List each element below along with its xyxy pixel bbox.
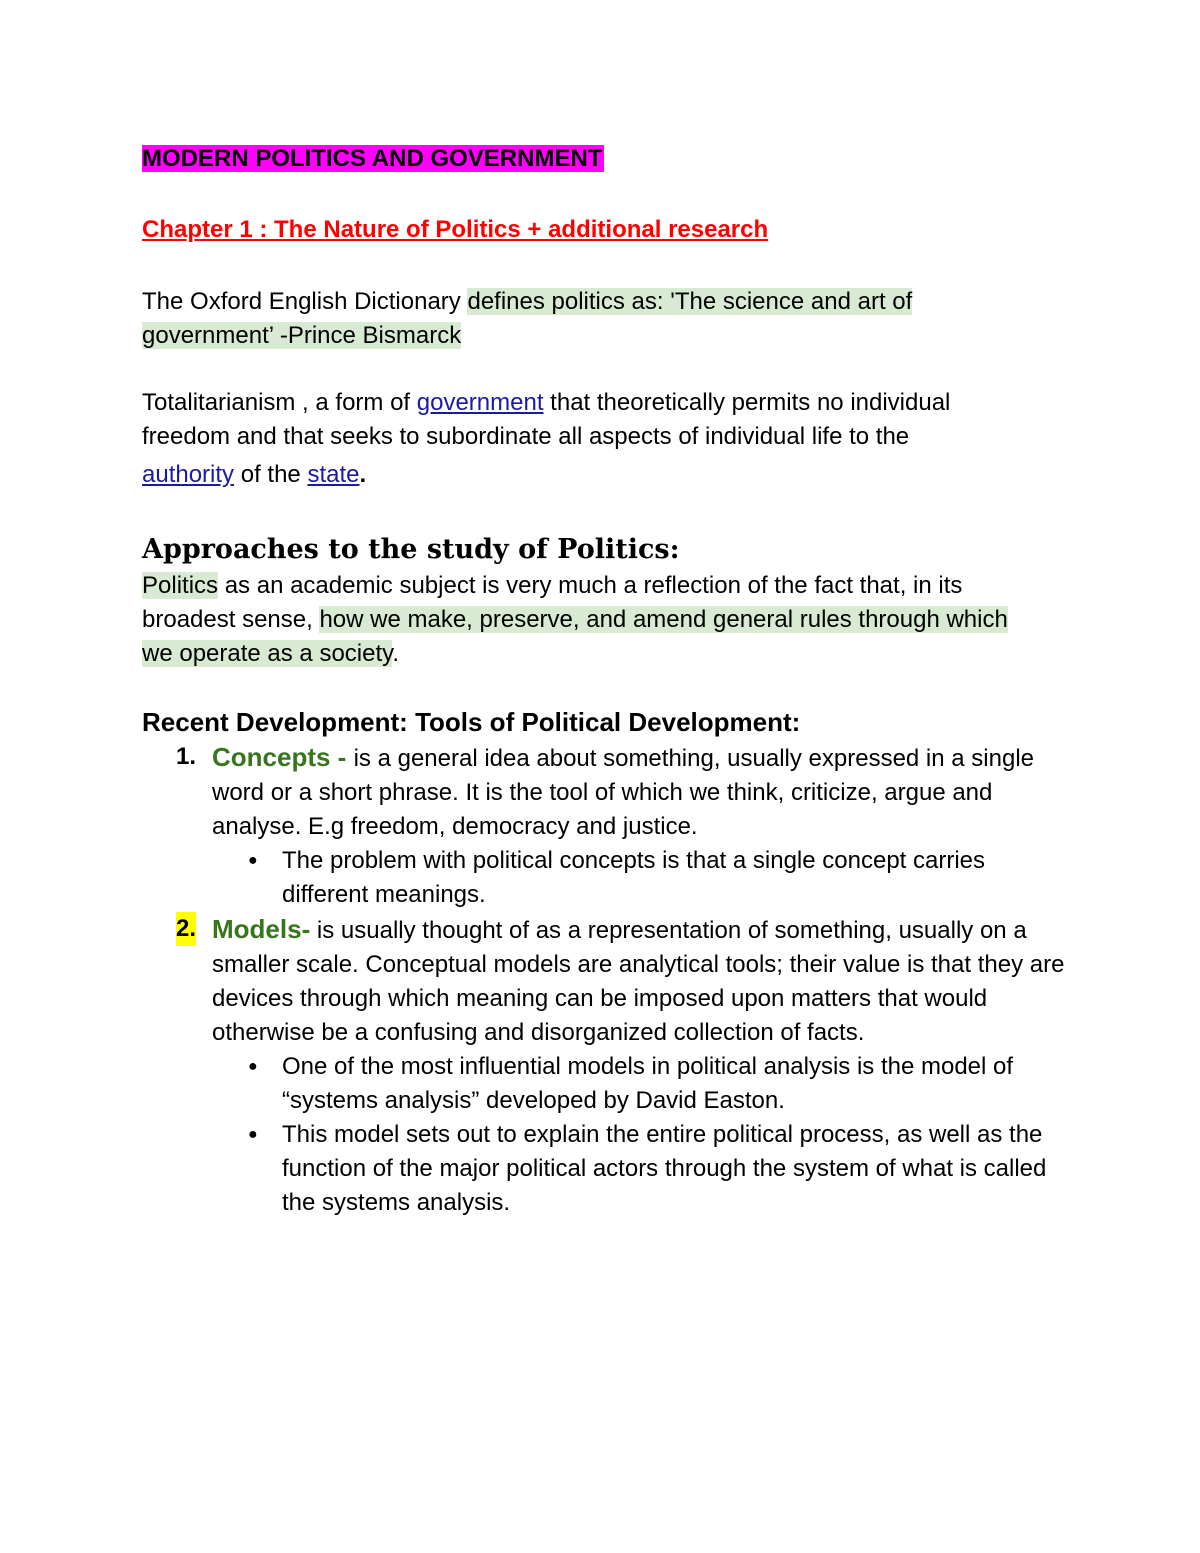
list-item (142, 1050, 1072, 1118)
tools-list (142, 740, 1072, 1220)
document-title-text: MODERN POLITICS AND GOVERNMENT (142, 145, 603, 172)
approaches-text-1: as an academic subject is very much a reflection of the fact that, in its broadest sense, (142, 572, 963, 633)
approaches-paragraph (142, 569, 1022, 671)
models-text: is usually thought of as a representation of something, usually on a smaller scale. Conceptual models are analytical tools; their value is that they are devices through which meaning can be imposed upon matters that would otherwise be a confusing and disorganized collection of facts. (212, 917, 1065, 1046)
state-link[interactable]: state (307, 461, 360, 488)
oxford-definition-plain: The Oxford English Dictionary (142, 288, 468, 315)
oxford-definition-highlight-2: government’ -Prince Bismarck (142, 322, 462, 349)
list-item (142, 912, 1072, 1050)
concepts-term: Concepts - (212, 742, 354, 772)
rules-highlight: how we make, preserve, and amend general rules through which we operate as a society (142, 606, 1008, 667)
totalitarianism-text-3: of the (234, 461, 308, 488)
list-number: 2. (176, 912, 196, 946)
approaches-heading: Approaches to the study of Politics: (142, 534, 680, 565)
approaches-text-2: . (392, 640, 400, 667)
bullet-icon: ● (248, 852, 258, 869)
concepts-text: is a general idea about something, usually expressed in a single word or a short phrase. It is the tool of which we think, criticize, argue and analyse. E.g freedom, democracy and justice. (212, 745, 1035, 840)
document-title (142, 143, 1140, 175)
concepts-bullet-text: The problem with political concepts is that a single concept carries different meanings. (282, 847, 986, 908)
oxford-definition-paragraph (142, 285, 1002, 353)
list-item (142, 740, 1072, 844)
models-bullet-text-2: This model sets out to explain the entire political process, as well as the function of the major political actors through the system of what is called the systems analysis. (282, 1121, 1047, 1216)
list-item (142, 844, 1072, 912)
totalitarianism-text-4: . (359, 461, 367, 488)
list-number: 1. (176, 743, 197, 770)
recent-development-heading: Recent Development: Tools of Political Development: (142, 707, 801, 737)
models-bullet-text-1: One of the most influential models in political analysis is the model of “systems analysis” developed by David Easton. (282, 1053, 1014, 1114)
authority-link[interactable]: authority (142, 461, 235, 488)
government-link[interactable]: government (416, 389, 544, 416)
bullet-icon: ● (248, 1058, 258, 1075)
totalitarianism-paragraph (142, 386, 1022, 496)
totalitarianism-text-1: Totalitarianism , a form of (142, 389, 417, 416)
totalitarianism-text-2: that theoretically permits no individual freedom and that seeks to subordinate all aspects of individual life to the (142, 389, 951, 450)
bullet-icon: ● (248, 1126, 258, 1143)
chapter-heading: Chapter 1 : The Nature of Politics + additional research (142, 216, 769, 243)
politics-highlight: Politics (142, 572, 219, 599)
models-term: Models- (212, 914, 311, 944)
oxford-definition-highlight-1: defines politics as: 'The science and art of (467, 288, 913, 315)
totalitarianism-last-line (142, 454, 1022, 496)
list-item (142, 1118, 1072, 1220)
